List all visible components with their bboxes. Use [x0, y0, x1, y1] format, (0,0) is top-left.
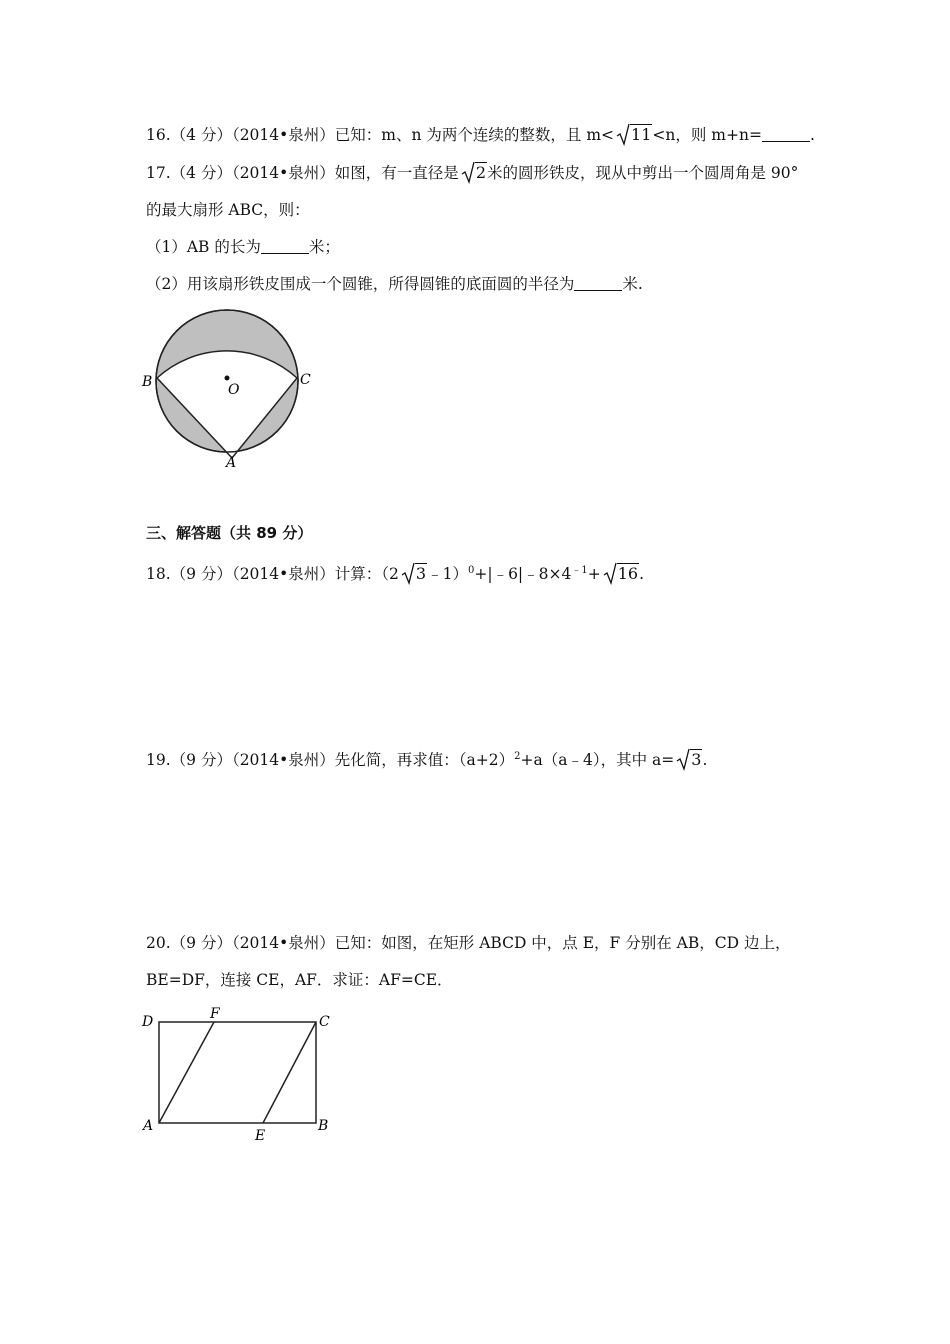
rectangle-abcd — [159, 1022, 316, 1123]
q19-text-a: 先化简，再求值：（a+2） — [334, 751, 515, 769]
q20-number: 20. — [146, 934, 171, 952]
segment-ce — [263, 1022, 316, 1123]
q16-answer-blank — [762, 127, 810, 142]
section-heading: 三、解答题（共 89 分） — [146, 524, 313, 542]
q20-text-a: 已知：如图，在矩形 ABCD 中，点 E，F 分别在 AB，CD 边上， — [334, 934, 791, 952]
label-b: B — [142, 374, 153, 390]
q18-radicand2: 16 — [617, 564, 639, 583]
question-16 — [146, 124, 815, 146]
label-f: F — [210, 1006, 220, 1022]
q18-exp1: 0 — [467, 565, 475, 576]
q17-part1-text-a: （1）AB 的长为 — [146, 238, 261, 256]
label-d: D — [142, 1014, 154, 1030]
label-a: A — [143, 1118, 154, 1134]
label-a: A — [226, 455, 237, 471]
label-c: C — [300, 372, 311, 388]
q17-number: 17. — [146, 164, 171, 182]
q20-line2: BE=DF，连接 CE，AF．求证：AF=CE． — [146, 971, 453, 989]
q16-number: 16. — [146, 126, 171, 144]
q18-meta: （9 分）（2014•泉州） — [170, 565, 335, 583]
q19-number: 19. — [146, 751, 171, 769]
question-17 — [146, 162, 798, 184]
question-20 — [146, 932, 790, 954]
q19-end: . — [702, 751, 708, 769]
segment-af — [159, 1022, 214, 1123]
label-o: O — [228, 382, 240, 398]
q17-part2-text-a: （2）用该扇形铁皮围成一个圆锥，所得圆锥的底面圆的半径为 — [146, 275, 575, 293]
q18-number: 18. — [146, 565, 171, 583]
q19-radicand: 3 — [691, 750, 702, 769]
q16-sqrt — [616, 124, 652, 146]
q17-text-a: 如图，有一直径是 — [334, 164, 459, 182]
q16-meta: （4 分）（2014•泉州） — [170, 126, 335, 144]
q18-text-a: 计算：（2 — [334, 565, 399, 583]
q18-end: . — [639, 565, 645, 583]
q17-line2: 的最大扇形 ABC，则： — [146, 201, 310, 219]
question-19 — [146, 746, 707, 771]
q18-text-d: + — [587, 565, 601, 583]
label-b: B — [318, 1118, 329, 1134]
q16-text-b: <n，则 m+n= — [652, 126, 762, 144]
q17-part1-blank — [261, 239, 309, 254]
q17-sqrt — [461, 162, 487, 184]
q16-end: . — [809, 126, 815, 144]
q17-part2 — [146, 273, 643, 295]
rectangle-figure — [138, 1002, 338, 1150]
q18-radicand1: 3 — [415, 564, 427, 583]
q17-text-b: 米的圆形铁皮，现从中剪出一个圆周角是 90° — [487, 164, 799, 182]
q18-sqrt1 — [401, 563, 427, 585]
center-point — [225, 376, 230, 381]
q19-sqrt — [676, 749, 702, 771]
q17-part2-blank — [574, 276, 622, 291]
q18-exp2: ﹣1 — [571, 565, 588, 576]
q19-text-b: +a（a﹣4），其中 a= — [520, 751, 675, 769]
q20-meta: （9 分）（2014•泉州） — [170, 934, 335, 952]
q17-part1 — [146, 236, 340, 258]
q18-text-c: +|﹣6|﹣8×4 — [474, 565, 572, 583]
q19-exp: 2 — [514, 751, 521, 762]
label-e: E — [255, 1128, 266, 1144]
q17-radicand: 2 — [475, 163, 486, 182]
question-18 — [146, 560, 644, 585]
q18-text-b: ﹣1） — [427, 565, 468, 583]
q18-sqrt2 — [603, 563, 639, 585]
q16-radicand: 11 — [631, 125, 652, 144]
q16-text-a: 已知：m、n 为两个连续的整数，且 m< — [334, 126, 615, 144]
q17-part1-text-b: 米； — [308, 238, 340, 256]
q17-part2-text-b: 米. — [622, 275, 643, 293]
label-c: C — [319, 1014, 330, 1030]
q19-meta: （9 分）（2014•泉州） — [170, 751, 335, 769]
circle-sector-figure — [140, 305, 330, 475]
q17-meta: （4 分）（2014•泉州） — [170, 164, 335, 182]
